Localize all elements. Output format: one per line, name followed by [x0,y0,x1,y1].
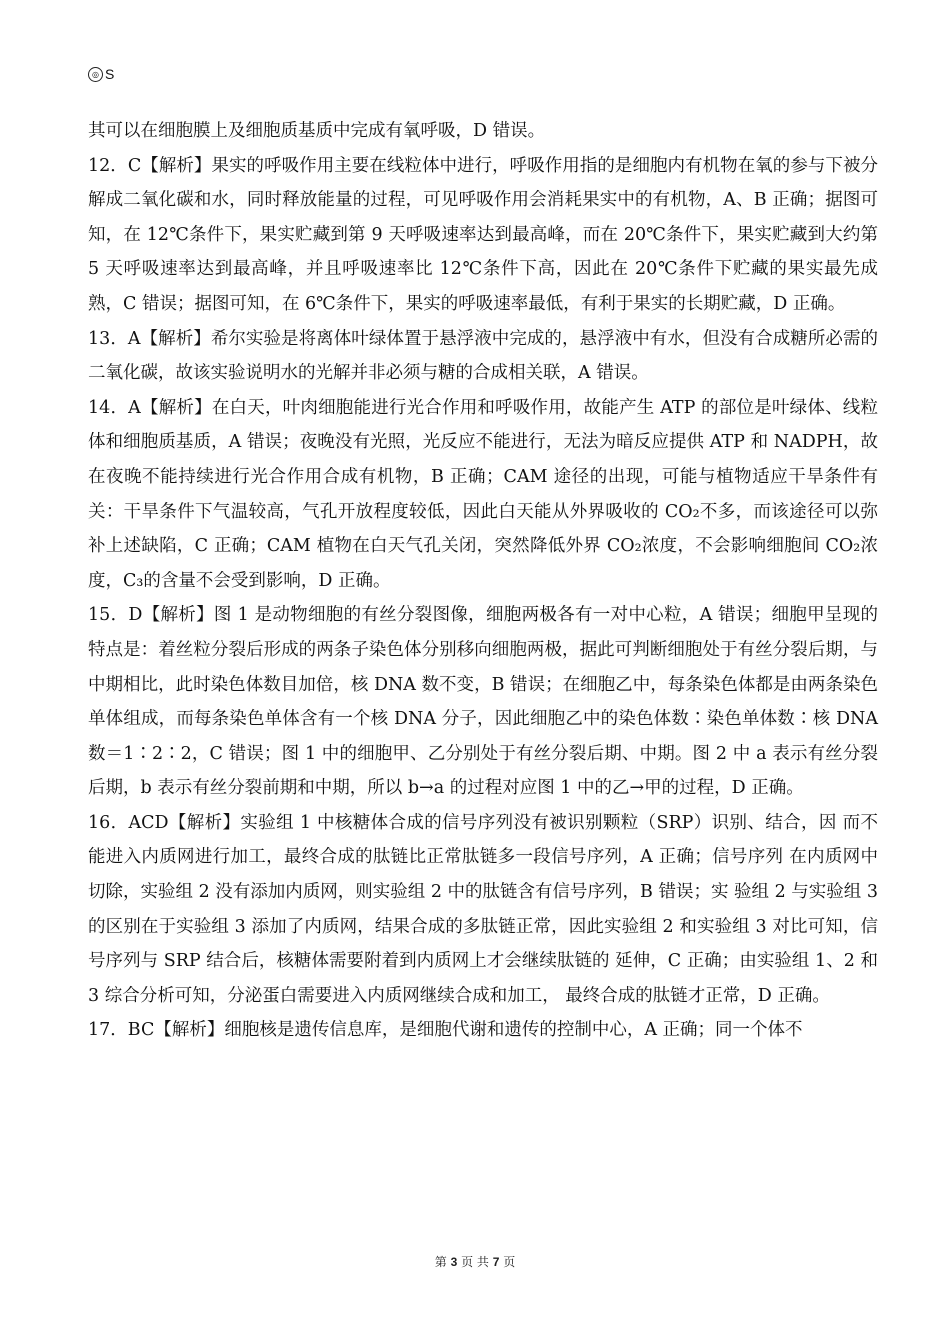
header-logo-text: S [105,66,115,82]
footer-suffix: 页 [499,1255,516,1269]
answer-12: 12．C【解析】果实的呼吸作用主要在线粒体中进行，呼吸作用指的是细胞内有机物在氧的参与下被分解成二氧化碳和水，同时释放能量的过程，可见呼吸作用会消耗果实中的有机物，A、B 正确；据图可知，在 12℃条件下，果实贮藏到第 9 天呼吸速率达到最高峰，而在 20℃条件下，果实贮藏到大约第 5 天呼吸速率达到最高峰，并且呼吸速率比 12℃条件下高，因此在 20℃条件下贮藏的果实最先成熟，C 错误；据图可知，在 6℃条件下，果实的呼吸速率最低，有利于果实的长期贮藏，D 正确。 [88,155,878,314]
seal-icon: ◎ [88,67,103,82]
footer-prefix: 第 [434,1255,451,1269]
header-logo [88,66,114,82]
answer-13: 13．A【解析】希尔实验是将离体叶绿体置于悬浮液中完成的，悬浮液中有水，但没有合成糖所必需的二氧化碳，故该实验说明水的光解并非必须与糖的合成相关联，A 错误。 [88,328,878,384]
footer-middle: 页 共 [457,1255,493,1269]
footer-current-page: 3 [450,1255,458,1269]
paragraph-continuation: 其可以在细胞膜上及细胞质基质中完成有氧呼吸，D 错误。 [88,121,546,141]
page-footer [0,1253,950,1270]
answer-14: 14．A【解析】在白天，叶肉细胞能进行光合作用和呼吸作用，故能产生 ATP 的部位是叶绿体、线粒体和细胞质基质，A 错误；夜晚没有光照，光反应不能进行，无法为暗反应提供 ATP 和 NADPH，故在夜晚不能持续进行光合作用合成有机物，B 正确；CAM 途径的出现，可能与植物适应干旱条件有关：干旱条件下气温较高，气孔开放程度较低，因此白天能从外界吸收的 CO₂不多，而该途径可以弥补上述缺陷，C 正确；CAM 植物在白天气孔关闭，突然降低外界 CO₂浓度，不会影响细胞间 CO₂浓度，C₃的含量不会受到影响，D 正确。 [88,397,878,591]
answer-15: 15．D【解析】图 1 是动物细胞的有丝分裂图像，细胞两极各有一对中心粒，A 错误；细胞甲呈现的特点是：着丝粒分裂后形成的两条子染色体分别移向细胞两极，据此可判断细胞处于有丝分裂后期，与中期相比，此时染色体数目加倍，核 DNA 数不变，B 错误；在细胞乙中，每条染色体都是由两条染色单体组成，而每条染色单体含有一个核 DNA 分子，因此细胞乙中的染色体数∶染色单体数∶核 DNA 数＝1∶2∶2，C 错误；图 1 中的细胞甲、乙分别处于有丝分裂后期、中期。图 2 中 a 表示有丝分裂后期，b 表示有丝分裂前期和中期，所以 b→a 的过程对应图 1 中的乙→甲的过程，D 正确。 [88,605,878,799]
answer-16: 16．ACD【解析】实验组 1 中核糖体合成的信号序列没有被识别颗粒（SRP）识别、结合，因 而不能进入内质网进行加工，最终合成的肽链比正常肽链多一段信号序列，A 正确；信号序列 在内质网中切除，实验组 2 没有添加内质网，则实验组 2 中的肽链含有信号序列，B 错误；实 验组 2 与实验组 3 的区别在于实验组 3 添加了内质网，结果合成的多肽链正常，因此实验组 2 和实验组 3 对比可知，信号序列与 SRP 结合后，核糖体需要附着到内质网上才会继续肽链的 延伸，C 正确；由实验组 1、2 和 3 综合分析可知，分泌蛋白需要进入内质网继续合成和加工， 最终合成的肽链才正常，D 正确。 [88,812,878,1006]
footer-total-pages: 7 [492,1255,500,1269]
document-body [88,114,878,1048]
answer-17: 17．BC【解析】细胞核是遗传信息库，是细胞代谢和遗传的控制中心，A 正确；同一个体不 [88,1020,803,1041]
